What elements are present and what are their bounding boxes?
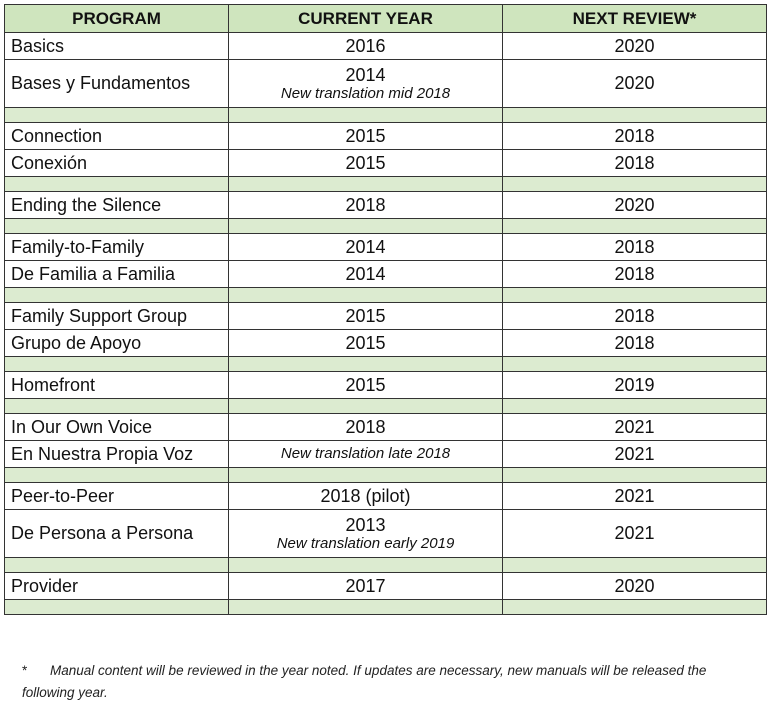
- group-separator: [5, 468, 767, 483]
- program-review-table: [4, 4, 767, 615]
- next-review: 2020: [503, 33, 767, 60]
- header-current-year: CURRENT YEAR: [229, 5, 503, 33]
- current-year: [229, 330, 503, 357]
- table-row: [5, 510, 767, 558]
- program-name: In Our Own Voice: [5, 414, 229, 441]
- year-value: 2016: [345, 36, 386, 56]
- current-year: [229, 573, 503, 600]
- year-value: 2018 (pilot): [320, 486, 411, 506]
- next-review: 2020: [503, 60, 767, 108]
- program-name: Peer-to-Peer: [5, 483, 229, 510]
- next-review: 2020: [503, 192, 767, 219]
- next-review: 2018: [503, 261, 767, 288]
- table-row: [5, 33, 767, 60]
- translation-note: New translation early 2019: [276, 534, 455, 552]
- translation-note: New translation mid 2018: [280, 84, 451, 102]
- next-review: 2018: [503, 123, 767, 150]
- header-next-review: NEXT REVIEW*: [503, 5, 767, 33]
- year-value: 2018: [345, 195, 386, 215]
- table-row: [5, 261, 767, 288]
- year-value: 2015: [345, 153, 386, 173]
- table-row: [5, 234, 767, 261]
- table-row: [5, 414, 767, 441]
- header-row: [5, 5, 767, 33]
- group-separator: [5, 558, 767, 573]
- next-review: 2021: [503, 441, 767, 468]
- program-name: Connection: [5, 123, 229, 150]
- group-separator: [5, 357, 767, 372]
- program-name: De Familia a Familia: [5, 261, 229, 288]
- year-value: 2015: [345, 126, 386, 146]
- next-review: 2021: [503, 483, 767, 510]
- footnote-text: Manual content will be reviewed in the year noted. If updates are necessary, new manuals will be released the following year.: [22, 663, 707, 700]
- program-name: Family Support Group: [5, 303, 229, 330]
- program-name: En Nuestra Propia Voz: [5, 441, 229, 468]
- year-value: 2018: [345, 417, 386, 437]
- table-row: [5, 483, 767, 510]
- current-year: [229, 261, 503, 288]
- year-value: 2014: [345, 264, 386, 284]
- table-row: [5, 303, 767, 330]
- next-review: 2018: [503, 303, 767, 330]
- next-review: 2020: [503, 573, 767, 600]
- program-name: Provider: [5, 573, 229, 600]
- program-name: De Persona a Persona: [5, 510, 229, 558]
- current-year: [229, 510, 503, 558]
- program-name: Grupo de Apoyo: [5, 330, 229, 357]
- current-year: [229, 372, 503, 399]
- group-separator: [5, 177, 767, 192]
- table-row: [5, 60, 767, 108]
- current-year: [229, 234, 503, 261]
- group-separator: [5, 399, 767, 414]
- footnote-marker: *: [22, 663, 28, 678]
- header-program: PROGRAM: [5, 5, 229, 33]
- group-separator: [5, 288, 767, 303]
- next-review: 2021: [503, 414, 767, 441]
- year-value: 2014: [345, 64, 386, 85]
- table-row: [5, 123, 767, 150]
- next-review: 2019: [503, 372, 767, 399]
- year-value: 2013: [345, 514, 386, 535]
- table-row: [5, 372, 767, 399]
- footnote: [22, 660, 742, 704]
- program-name: Bases y Fundamentos: [5, 60, 229, 108]
- current-year: [229, 441, 503, 468]
- year-value: 2015: [345, 306, 386, 326]
- table-row: [5, 150, 767, 177]
- year-value: 2015: [345, 333, 386, 353]
- current-year: [229, 192, 503, 219]
- program-name: Basics: [5, 33, 229, 60]
- group-separator: [5, 219, 767, 234]
- program-name: Ending the Silence: [5, 192, 229, 219]
- next-review: 2018: [503, 234, 767, 261]
- table-row: [5, 330, 767, 357]
- next-review: 2018: [503, 150, 767, 177]
- year-value: 2015: [345, 375, 386, 395]
- next-review: 2021: [503, 510, 767, 558]
- group-separator: [5, 600, 767, 615]
- year-value: 2017: [345, 576, 386, 596]
- table-row: [5, 573, 767, 600]
- current-year: [229, 60, 503, 108]
- translation-note: New translation late 2018: [280, 445, 451, 462]
- group-separator: [5, 108, 767, 123]
- current-year: [229, 150, 503, 177]
- table-row: [5, 441, 767, 468]
- program-name: Conexión: [5, 150, 229, 177]
- next-review: 2018: [503, 330, 767, 357]
- current-year: [229, 303, 503, 330]
- table-row: [5, 192, 767, 219]
- current-year: [229, 483, 503, 510]
- year-value: 2014: [345, 237, 386, 257]
- program-name: Family-to-Family: [5, 234, 229, 261]
- program-name: Homefront: [5, 372, 229, 399]
- current-year: [229, 123, 503, 150]
- current-year: [229, 33, 503, 60]
- current-year: [229, 414, 503, 441]
